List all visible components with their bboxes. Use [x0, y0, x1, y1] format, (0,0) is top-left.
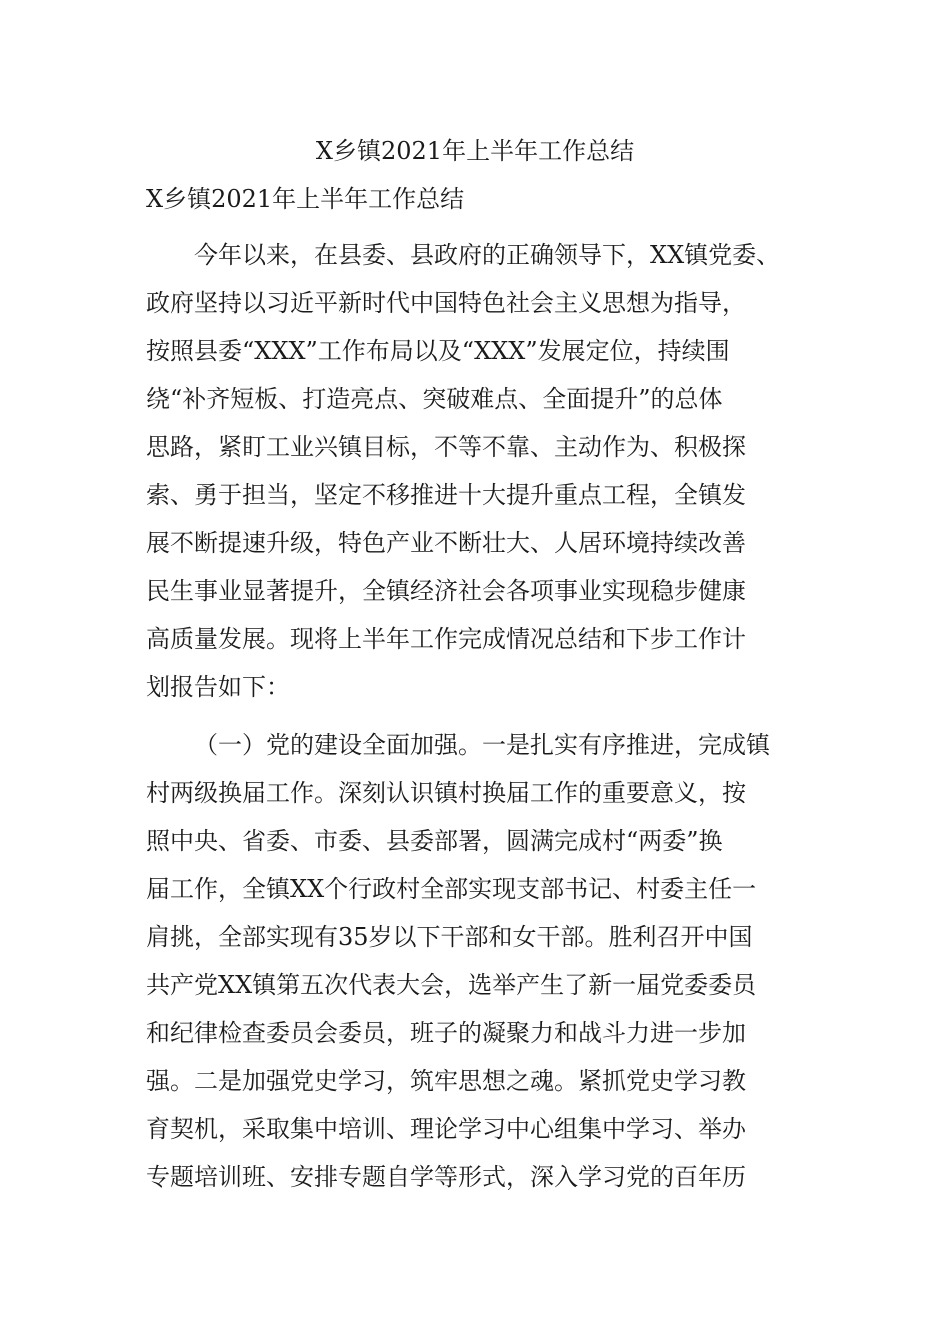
text-line: 村两级换届工作。深刻认识镇村换届工作的重要意义，按 — [146, 779, 746, 807]
text-line: 划报告如下： — [146, 673, 290, 701]
text-line: 绕“补齐短板、打造亮点、突破难点、全面提升”的总体 — [146, 385, 723, 413]
text-line: 索、勇于担当，坚定不移推进十大提升重点工程，全镇发 — [146, 481, 746, 509]
text-line: 育契机，采取集中培训、理论学习中心组集中学习、举办 — [146, 1115, 746, 1143]
text-line: 按照县委“XXX”工作布局以及“XXX”发展定位，持续围 — [146, 337, 730, 365]
text-line: 专题培训班、安排专题自学等形式，深入学习党的百年历 — [146, 1163, 746, 1191]
text-line: 和纪律检查委员会委员，班子的凝聚力和战斗力进一步加 — [146, 1019, 746, 1047]
text-line: 展不断提速升级，特色产业不断壮大、人居环境持续改善 — [146, 529, 746, 557]
text-line: 强。二是加强党史学习，筑牢思想之魂。紧抓党史学习教 — [146, 1067, 746, 1095]
text-line: 思路，紧盯工业兴镇目标，不等不靠、主动作为、积极探 — [146, 433, 746, 461]
text-line: 政府坚持以习近平新时代中国特色社会主义思想为指导， — [146, 289, 746, 317]
text-line: 高质量发展。现将上半年工作完成情况总结和下步工作计 — [146, 625, 746, 653]
document-subtitle: X乡镇2021年上半年工作总结 — [146, 185, 465, 213]
text-line: （一）党的建设全面加强。一是扎实有序推进，完成镇 — [194, 731, 770, 759]
text-line: 照中央、省委、市委、县委部署，圆满完成村“两委”换 — [146, 827, 723, 855]
text-line: 共产党XX镇第五次代表大会，选举产生了新一届党委委员 — [146, 971, 757, 999]
document-title: X乡镇2021年上半年工作总结 — [315, 137, 635, 165]
text-line: 今年以来，在县委、县政府的正确领导下，XX镇党委、 — [194, 241, 781, 269]
text-line: 肩挑，全部实现有35岁以下干部和女干部。胜利召开中国 — [146, 923, 753, 951]
text-line: 民生事业显著提升，全镇经济社会各项事业实现稳步健康 — [146, 577, 746, 605]
text-line: 届工作，全镇XX个行政村全部实现支部书记、村委主任一 — [146, 875, 757, 903]
